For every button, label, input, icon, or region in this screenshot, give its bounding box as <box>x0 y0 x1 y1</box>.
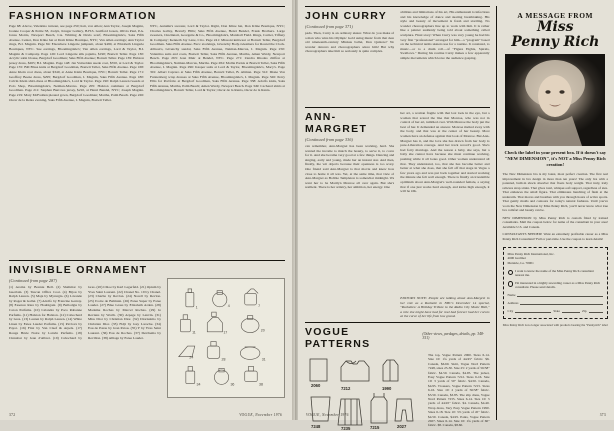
fashion-information-section <box>9 6 285 256</box>
john-curry-heading: JOHN CURRY <box>305 10 388 22</box>
ad-signature <box>503 20 608 49</box>
right-page <box>298 0 614 431</box>
coupon-option-1-label: I want to know the name of the Miss Penny Rich consultant nearest me. <box>514 268 594 278</box>
svg-text:7212: 7212 <box>341 385 351 391</box>
invisible-ornament-section <box>9 260 285 398</box>
coupon-city-label: City <box>507 308 514 313</box>
ad-caption: Check the label in your present bra. If it doesn't say "NEW DIMENSION", it's NOT a Miss Penny Rich creation! <box>504 150 607 168</box>
penny-rich-portrait-photo <box>505 54 605 146</box>
fashion-information-column-1: Page 68: Above, Valentino turnout, see page 250; hair, von Allen; Ann Taylor, Joseph Magnin, Joanne Cooper & Petite 58, Joslyn, Kruger Gallery, B.H.S. Guilford Green, Olivia Paul, P.A. Jonas Motris, Newport Beach, CA. Whiting & Davis scarf, Bloomingdale's, Saks Fifth Avenue. Center, Don Kline hat at Dom Kline Boutique, NYC; Van Allen earrings; Ann Taylor rings, B.I. Magnin. Page 84: Elsewhere Lingerie jumpsuit, about $490, at Elizabeth Lingerie Boutiques, NYC. Sue earrings, Bloomingdale's; Van Allen earrings, Lord & Taylor, B.I. Magnin & Company. Page 126: Lord Lingerie silk pajama, $190; Bonwit Teller. Page 130: Acrylic satin blouse, Bergdorf Goodman; Saks Fifth Avenue; Bonwit Teller. Page 139: Halston jersey dress, $265; B.I. Magnin. Page 148: Jan Vanvelden suede coat, $550, at Lord & Taylor. Page 155: Bill Blass knits at Bergdorf Goodman, Bonwit Teller, Saks Fifth Avenue. Page 168: Anne Klein coat dress, about $340, at Anne Klein Boutique, NYC; Bonwit Teller. Page 171: Geoffrey Beene dress, $295; Bergdorf Goodman, I. Magnin, Saks Fifth Avenue. Page 180: Calvin Klein shirt-dress at Bloomingdale's, Lord & Taylor. Page 190: Ralph Lauren tweeds at Polo Shop, Bloomingdale's, Neiman-Marcus. Page 205: Halston cashmere at Bergdorf Goodman. Page 211: Stephen Burrows jersey, $210, at Henri Bendel, NYC; Joseph Magnin. Page 219: Mary McFadden pleated gown, Bergdorf Goodman; Martha, Palm Beach. Page 226: Oscar de la Renta evening, Saks Fifth Avenue, I. Magnin, Bonwit Teller. <box>9 24 144 102</box>
svg-text:34: 34 <box>196 382 201 387</box>
coupon-name-line[interactable] <box>517 292 603 297</box>
john-curry-section <box>305 10 490 103</box>
ann-margret-column-1 <box>305 111 394 319</box>
right-page-credit-line: VOGUE, November 1976 <box>306 413 349 417</box>
portrait-svg <box>505 54 605 146</box>
vogue-patterns-copy: The top, Vogue Pattern 2060. Sizes 6-14. Size 10: 1¾ yards of 44/45" fabric. $6. Canada, $6.60. Skirt, Vogue Nord Pattern 7248, sizes 23-30. Size 25: 2 yards of 56/58" fabric. $4.50. Canada, $4.95. The jacket, Easy Vogue Pattern 7212. Sizes 6-16. Size 10: 3 yards of 50" fabric. $4.50. Canada, $4.95. Trousers, Vogue Pattern 7215. Sizes 6-16. Size 10: 2 yards of 56/58" fabric. $3.50. Canada, $3.85. The slip dress, Vogue Nord Pattern 7235. Sizes 6-14. Size 10: 3 yards of 44/45" fabric. $4. Canada, $4.40. Wrap dress, Very Easy Vogue Pattern 1990. Sizes 6-18. Size 10: 3⅞ yards of 45" fabric. $4.50. Canada, $4.95. Pants, Vogue Pattern 2027. Sizes 6-14. Size 10: 1¾ yards of 60" fabric. $8. Canada, $8.60. <box>428 352 490 428</box>
svg-text:1: 1 <box>195 305 198 310</box>
coupon-address-line[interactable] <box>520 300 603 305</box>
ad-body-copy <box>503 172 608 244</box>
ann-margret-text-2: her art, a woman fragile with that lost look in the eye, but a woman that scared the line that Monroe, who was not in control of her art, tumbled over. With Monroe the body put the best of her. It demanded an answer. Monroe melted away with the body, and that was at the center of her beauty. Most women have an defense against that look of Monroe. But Ann-Margret has it, and the love she has drawn from her body is pure-Liberation courage. And her track record's good. She's had forty marriage. And the reason a baby, she says, but a baby she cannot have because she must continue working, pushing while it all looks good. Other women understand all that. They understand, too, that she has become better and better at what she does, that she fell off that stage in Vegas a few years ago and was put back together and started working the minute she felt well enough. There is finally an irresistible optimism about Ann-Margret's well-rounded female, a saying that if one just works hard enough, and kicks high enough, it will be OK. <box>400 111 490 194</box>
svg-text:2060: 2060 <box>311 382 321 388</box>
pattern-figures-svg <box>305 353 423 431</box>
coupon-address <box>508 252 603 265</box>
svg-text:28: 28 <box>221 357 226 362</box>
svg-text:17: 17 <box>223 330 228 335</box>
invisible-ornament-text <box>9 278 161 398</box>
coupon-option-2-label: I'm interested in a highly rewarding career as a Miss Penny Rich consultant. Please send details. <box>514 280 601 289</box>
ad-signature-line-2: Penny Rich <box>511 33 600 50</box>
coupon-name-label: Name <box>507 292 516 297</box>
left-page <box>0 0 292 420</box>
john-curry-column-2 <box>400 10 489 103</box>
svg-text:7: 7 <box>258 303 261 308</box>
pattern-line-drawings <box>305 353 423 431</box>
invisible-ornament-continued: (Continued from page 287) <box>9 278 58 283</box>
ad-paragraph-3: CONSULTANTS NEEDED! Want an extremely profitable career as a Miss Penny Rich Consultant? Full or part-time. Use the coupon to learn details! <box>502 232 608 241</box>
fashion-information-column-2: NYC, Autumn's sweater, Lord & Taylor. Right, Don Kline hat, Don Kline Boutique, NYC; Charles Gallay, Beverly Hills; Saks Fifth Avenue, Henri Bendel, Frank Brothers. Large sweaters, Cinzinnati, Georgette & Co., Bloomingdale's, Marshall Field. Rings, Cartier, Tiffany & Company; Kenneth Jay Lane, Ciro. Page 241: Missoni knitwear at Bonwit Teller, Bergdorf Goodman. Saks Fifth Avenue. Furs: stockings, Givenchy Body-Gleamers for Round the Clock. Allison's, Givenchy sandal, Saks Fifth Avenue, Neiman-Marcus, I. Magnin. Page 250: Valentino suits and coats, Bonwit Teller, Saks Fifth Avenue, Martha, Amen Wardy, Newport Beach. Page 263: Jean Muir at Bendel, NYC. Page 271: Zandra Rhodes chiffon at Bloomingdale's, Neiman-Marcus, Martha. Page 284: Mollie Parnis at Bonwit Teller, Saks Fifth Avenue, I. Magnin. Page 296: Kasper suits at Lord & Taylor, Bloomingdale's, Macy's. Page 301: Albert Capraro at Saks Fifth Avenue, Bonwit Teller, B. Altman. Page 312: Diane Von Furstenberg wrap dresses at Saks Fifth Avenue, Bloomingdale's, I. Magnin. Page 326: Perry Ellis for Portfolio at Bergdorf Goodman, Saks Fifth Avenue. Page 338: Adolfo knits, Saks Fifth Avenue, Martha, Palm Beach; Amen Wardy, Newport Beach. Page 349: Cacharel shirts at Bloomingdale's, Bonwit Teller, Lord & Taylor; Oscar de la Renta, Oscar de la Renta. <box>150 24 285 93</box>
ann-margret-continued: (Continued from page 336) <box>305 137 354 142</box>
coupon-city-state-zip: Metairie, La. 70001 <box>507 260 534 265</box>
coupon-address-label: Address <box>507 300 519 305</box>
fashion-information-body <box>9 24 285 256</box>
svg-text:7248: 7248 <box>311 423 321 429</box>
coupon-option-2[interactable] <box>508 281 603 290</box>
ann-margret-rule <box>305 107 490 108</box>
vogue-patterns-section <box>305 322 490 350</box>
checkbox-icon-option-1[interactable] <box>508 270 513 275</box>
penny-rich-advertisement <box>496 6 608 420</box>
john-curry-continued: (Continued from page 371) <box>305 24 354 29</box>
ad-paragraph-1: The New Dimension bra is my latest, most perfect creation. The first real improvement in bra design in more than ten years! The only bra with a patented, built-in shock absorber that floats body weight. That truly, truly relieves strap strain. That gives total, whisper-soft support, regardless of size. That enhances the small figure. That eliminates bunching of flesh at the underarm. That moves and breathes with you through hours of active sports. That gently molds and contours for today's natural fashions. Until you've worn the New Dimension by Miss Penny Rich, you'll never know what true bra comfort and beauty can be. <box>502 172 608 213</box>
svg-text:4: 4 <box>227 303 230 308</box>
svg-text:38: 38 <box>259 382 263 387</box>
coupon-city-field[interactable] <box>508 308 603 313</box>
mail-in-coupon[interactable] <box>503 247 608 319</box>
coupon-city-line[interactable] <box>515 308 551 313</box>
svg-text:7215: 7215 <box>370 424 380 430</box>
vogue-patterns-body <box>305 353 490 431</box>
svg-text:1990: 1990 <box>382 385 392 391</box>
ann-margret-section <box>305 111 490 319</box>
left-page-number: 372 <box>9 413 16 417</box>
ad-paragraph-2: NEW DIMENSION by Miss Penny Rich is custom fitted by trained consultants. Mail the coupon below for name of the consultant in your area! Available U.S. and Canada. <box>502 215 608 229</box>
coupon-zip-label: Zip <box>581 308 587 313</box>
john-curry-column-1 <box>305 10 394 103</box>
ann-margret-editors-note: EDITOR'S NOTE: People are talking about Ann-Margret in her role as a Rockette in NBC's December 14 special, "Rockettes: A Holiday Tribute to the Radio City Music Hall," a role she might have had for real had forever had her curves at the curve of her life from low grand. <box>400 296 490 319</box>
coupon-state-label: State <box>553 308 560 313</box>
svg-text:20: 20 <box>260 328 265 333</box>
left-page-credit-line: VOGUE, November 1976 <box>239 413 282 417</box>
ann-margret-column-2 <box>400 111 489 319</box>
john-curry-text-2: abilities and limitations of his art, His enthusiasm is infectious and his knowledge of dance and skating breathtaking. His style and beauty of movement is fresh and startling. No wonder choreographers line up to work with him. It is rather like a painter suddenly being told about something called sculpture. Final story: When Curry was very young he had his very first "professional" arranged for him—a "program" based on the technical terms skaters use for a routine. It consisted, to music—or to a drum roll—of "Figure Eights, Spirals, Swallows." During his routine Curry makes a few apparently simple movements which leave the audience gasping. <box>400 10 490 60</box>
coupon-company: Miss Penny Rich International, Inc. <box>507 252 555 257</box>
coupon-option-1[interactable] <box>508 269 603 278</box>
invisible-ornament-body <box>9 278 285 398</box>
coupon-address-field[interactable] <box>508 300 603 305</box>
coupon-name-field[interactable] <box>508 292 603 297</box>
perfume-bottle-illustration-grid <box>167 278 285 398</box>
ann-margret-text-1: can remember, Ann-Margret has been working, hard. She wanted the income to match the beauty, to serve it, to cover for it. And she became very good at a few things. Dancing and singing, early and young, made her an instant star. And then, finally, the wit objects because their openness is too scary. One friend said Ann-Margret is that movie and knew how close to home it all was. Yet, at the same time, that view of Ann-Margret as Bobbie Templeton is somewhat midnight. We want her to be Marilyn Monroe all over again. But she's resilient. There is her artistry, her ambition, her energy. One <box>305 144 395 190</box>
section-rule <box>9 6 285 7</box>
ann-margret-heading: ANN-MARGRET <box>305 111 368 135</box>
invisible-ornament-heading: INVISIBLE ORNAMENT <box>9 264 148 276</box>
vogue-patterns-subhead: (Other views, yardages, details, pp. 348-351) <box>422 331 485 340</box>
coupon-state-line[interactable] <box>562 308 580 313</box>
perfume-bottles-svg <box>168 279 284 397</box>
svg-text:24: 24 <box>189 355 194 360</box>
svg-text:11: 11 <box>192 330 196 335</box>
ad-from-label: A MESSAGE FROM <box>517 11 594 20</box>
right-page-number: 373 <box>599 413 606 417</box>
fashion-information-heading: FASHION INFORMATION <box>9 10 157 22</box>
checkbox-icon-option-2[interactable] <box>508 281 513 286</box>
john-curry-rule <box>305 6 490 7</box>
coupon-street: 4600 Grelmot <box>507 256 526 261</box>
svg-text:36: 36 <box>230 382 235 387</box>
john-curry-text-1: pads. Then, Curry is an ordinary skater. What do you make of a man who wins his Olympic Gold using music from that dear old nineteenth-century Minkus ballet, Don Quixote? No wonder dancers and choreographers adore him! But why choreographers take him so seriously is quite complex. <box>305 31 395 54</box>
invisible-ornament-credits: (1) Aroma by Bonnie Bell. (2) Shalimar by Guerlain. (3) Tuscan Office Coat. (4) Bijou by Ralph Lauren. (5) Maja by Myrurgia. (6) Lavande by Roger & Gallet. (7) Adolfo by Francine Gernay. (8) Essence Rare by Houbigant. (9) Bellodgia by Caron Parfums. (10) Calandre by Paco Rabanne Parfums. (11) Halston for Halston. (12) Cabochard by Gres. (13) Lauren by Ralph Lauren. (14) White Linen by Estee Lauder Parfums. (15) Pavlova by Payot. (16) First by Van Cleef & Arpels. (17) Rouge Brule Noire by Lanvin Parfums. (18) Cinnabar by Jean d'Albret. (19) Cabochard by Gres. (20) Chloe by Karl Lagerfeld. (21) Opium by Yves Saint Laurent. (22) Chanel No. 19 by Chanel. (23) Charlie by Revlon. (24) Norell by Revlon. (25) Ivoire de Balmain. (26) Estee Super by Estee Lauder. (27) Blue Grass by Elizabeth Arden. (28) Madame Rochas by Marcel Rochas. (29) Je Reviens by Worth. (30) Arpege by Lanvin. (31) Miss Dior by Christian Dior. (32) Diorissimo by Christian Dior. (33) Fidji by Guy Laroche. (34) Eau de Patou by Jean Patou. (35) Y by Yves Saint Laurent. (36) Eau de Rochas. (37) Detchema by Revillon. (38) Alliage by Estee Lauder. <box>9 285 161 340</box>
vogue-patterns-heading: VOGUE PATTERNS <box>305 325 371 350</box>
right-page-articles <box>305 6 490 431</box>
svg-text:7235: 7235 <box>341 425 351 431</box>
svg-text:31: 31 <box>261 357 266 362</box>
svg-text:2027: 2027 <box>397 423 407 429</box>
coupon-zip-line[interactable] <box>589 308 603 313</box>
ad-signature-line-1: Miss <box>536 19 574 35</box>
ad-disclaimer: Miss Penny Rich is no longer associated with products bearing the "Pennyrich" label <box>502 323 608 328</box>
